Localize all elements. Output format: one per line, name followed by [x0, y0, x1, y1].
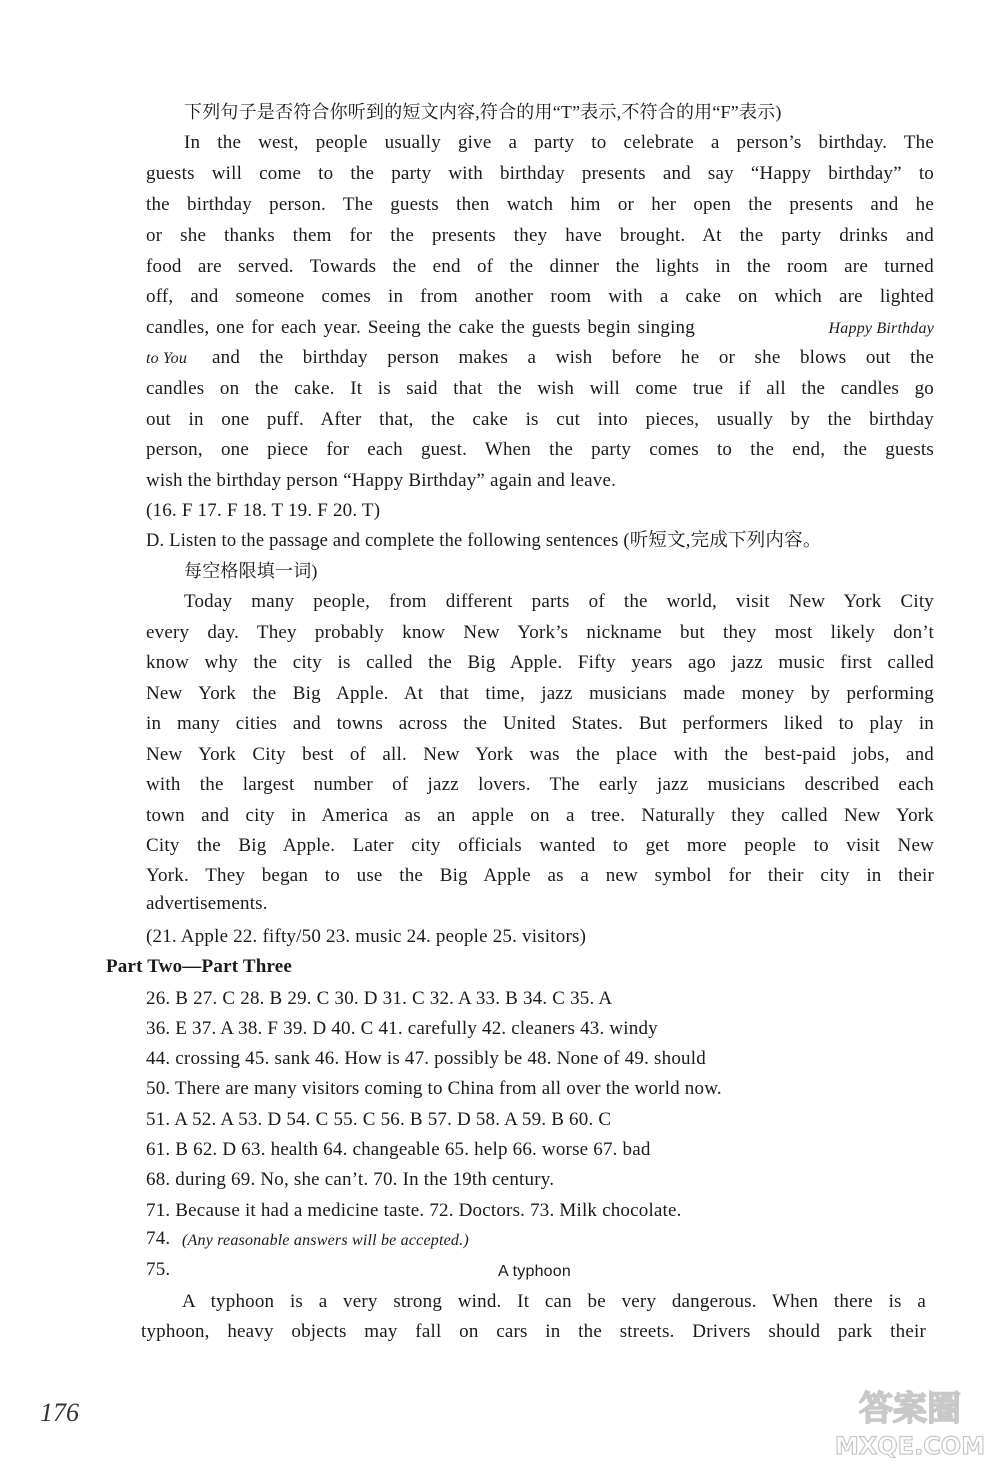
question-74-number: 74.: [146, 1228, 171, 1249]
passage-line: New York the Big Apple. At that time, jazz musicians made money by performing: [146, 683, 934, 704]
passage-line: in many cities and towns across the United States. But performers liked to play in: [146, 713, 934, 734]
passage-line-text: candles, one for each year. Seeing the cake the guests begin singing: [146, 317, 695, 338]
page-number: 176: [40, 1398, 79, 1427]
answer-line: 51. A 52. A 53. D 54. C 55. C 56. B 57. D 58. A 59. B 60. C: [146, 1109, 612, 1130]
part-heading: Part Two—Part Three: [106, 956, 293, 977]
passage-line: York. They began to use the Big Apple as a new symbol for their city in their: [146, 865, 934, 886]
essay-title: A typhoon: [498, 1263, 571, 1280]
passage-line: every day. They probably know New York’s nickname but they most likely don’t: [146, 622, 934, 643]
answers-c: (16. F 17. F 18. T 19. F 20. T): [146, 500, 381, 521]
section-d-instruction: D. Listen to the passage and complete the following sentences (听短文,完成下列内容。: [146, 531, 822, 551]
essay-line: A typhoon is a very strong wind. It can be very dangerous. When there is a: [182, 1291, 926, 1312]
passage-line: food are served. Towards the end of the dinner the lights in the room are turned: [146, 256, 934, 277]
question-74-note: (Any reasonable answers will be accepted.): [182, 1232, 469, 1249]
passage-line-text: and the birthday person makes a wish before he or she blows out the: [212, 347, 934, 368]
passage-line: advertisements.: [146, 893, 268, 914]
answer-line: 61. B 62. D 63. health 64. changeable 65. help 66. worse 67. bad: [146, 1139, 651, 1160]
passage-line: out in one puff. After that, the cake is cut into pieces, usually by the birthday: [146, 409, 934, 430]
question-75-number: 75.: [146, 1259, 171, 1280]
passage-line: Today many people, from different parts of the world, visit New York City: [184, 591, 934, 612]
section-c-instruction: 下列句子是否符合你听到的短文内容,符合的用“T”表示,不符合的用“F”表示): [184, 102, 782, 122]
passage-line: [146, 346, 934, 371]
passage-line: or she thanks them for the presents they have brought. At the party drinks and: [146, 225, 934, 246]
passage-line: know why the city is called the Big Apple. Fifty years ago jazz music first called: [146, 652, 934, 673]
watermark-graphic: [830, 1382, 990, 1462]
passage-line: wish the birthday person “Happy Birthday” again and leave.: [146, 470, 617, 491]
section-d-instruction: 每空格限填一词): [184, 561, 318, 581]
answer-line: 71. Because it had a medicine taste. 72. Doctors. 73. Milk chocolate.: [146, 1200, 682, 1221]
passage-line: person, one piece for each guest. When the party comes to the end, the guests: [146, 439, 934, 460]
answer-line: 68. during 69. No, she can’t. 70. In the 19th century.: [146, 1169, 555, 1190]
passage-line: New York City best of all. New York was the place with the best-paid jobs, and: [146, 744, 934, 765]
watermark-top-text: 答案圈: [859, 1389, 961, 1429]
passage-line: In the west, people usually give a party to celebrate a person’s birthday. The: [184, 132, 934, 153]
answer-line: 44. crossing 45. sank 46. How is 47. possibly be 48. None of 49. should: [146, 1048, 706, 1069]
passage-line: with the largest number of jazz lovers. The early jazz musicians described each: [146, 774, 934, 795]
answer-line: 36. E 37. A 38. F 39. D 40. C 41. carefully 42. cleaners 43. windy: [146, 1018, 658, 1039]
passage-line: [146, 316, 934, 340]
watermark-bottom-text: MXQE.COM: [834, 1432, 986, 1460]
answers-d: (21. Apple 22. fifty/50 23. music 24. people 25. visitors): [146, 926, 587, 947]
passage-line: off, and someone comes in from another room with a cake on which are lighted: [146, 286, 934, 307]
passage-line: town and city in America as an apple on a tree. Naturally they called New York: [146, 805, 934, 826]
answer-line: 50. There are many visitors coming to China from all over the world now.: [146, 1078, 722, 1099]
song-title: to You: [146, 350, 188, 367]
answer-line: 26. B 27. C 28. B 29. C 30. D 31. C 32. A 33. B 34. C 35. A: [146, 988, 613, 1009]
essay-line: typhoon, heavy objects may fall on cars in the streets. Drivers should park their: [141, 1321, 926, 1342]
passage-line: City the Big Apple. Later city officials wanted to get more people to visit New: [146, 835, 934, 856]
song-title: Happy Birthday: [828, 320, 934, 337]
watermark-logo: [830, 1382, 990, 1462]
passage-line: candles on the cake. It is said that the wish will come true if all the candles go: [146, 378, 934, 399]
passage-line: guests will come to the party with birthday presents and say “Happy birthday” to: [146, 163, 934, 184]
passage-line: the birthday person. The guests then watch him or her open the presents and he: [146, 194, 934, 215]
